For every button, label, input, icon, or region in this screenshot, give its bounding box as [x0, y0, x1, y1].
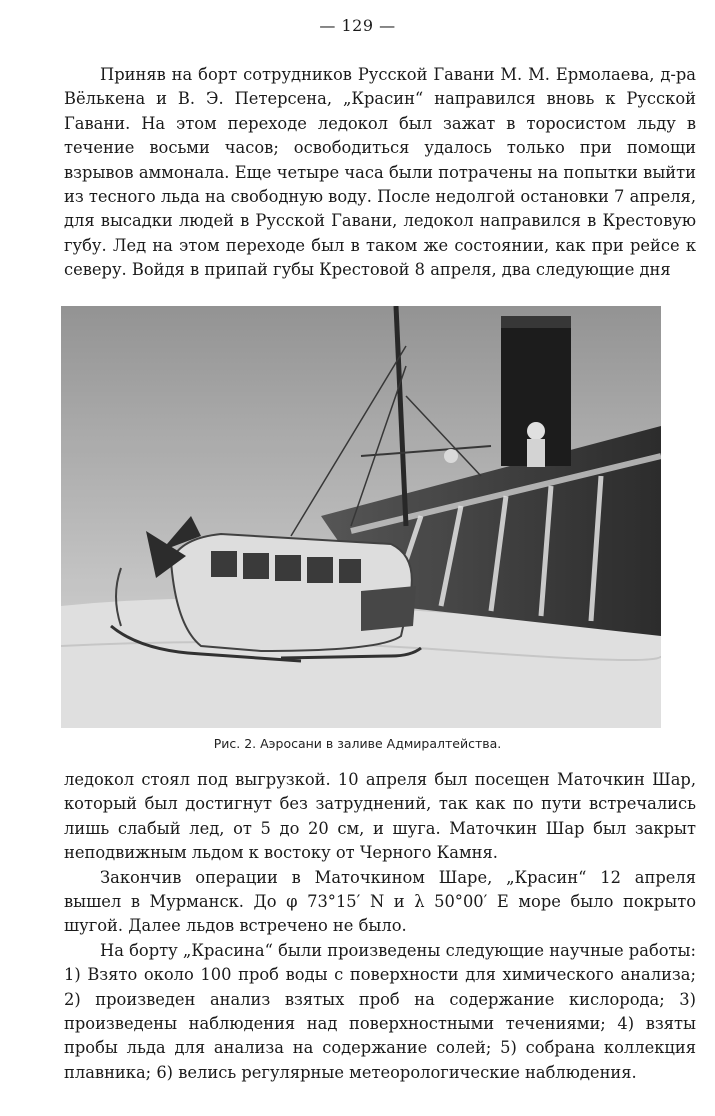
aerosled-photo: [61, 306, 661, 728]
paragraph-3: Закончив операции в Маточкином Шаре, „Красин“ 12 апреля вышел в Мурманск. До φ 73°15′ N и λ 50°00′ E море было покрыто шугой. Далее льдов встречено не было.: [64, 867, 696, 936]
figure-caption: Рис. 2. Аэросани в заливе Адмиралтейства.: [213, 736, 502, 751]
paragraph-1: Приняв на борт сотрудников Русской Гавани М. М. Ермолаева, д-ра Вёлькена и В. Э. Петерсена, „Красин“ направился вновь к Русской Гавани. На этом переходе ледокол был зажат в торосистом льду в течение восьми часов; освободиться удалось только при помощи взрывов аммонала. Еще четыре часа были потрачены на попытки выйти из тесного льда на свободную воду. После недолгой остановки 7 апреля, для высадки людей в Русской Гавани, ледокол направился в Крестовую губу. Лед на этом переходе был в таком же состоянии, как при рейсе к северу. Войдя в припай губы Крестовой 8 апреля, два следующие дня: [64, 65, 696, 280]
figure-photo: [61, 306, 661, 728]
paragraph-4: На борту „Красина“ были произведены следующие научные работы: 1) Взято около 100 проб воды с поверхности для химического анализа; 2) произведен анализ взятых проб на содержание кислорода; 3) произведены наблюдения над поверхностными течениями; 4) взяты пробы льда для анализа на содержание солей; 5) собрана коллекция плавника; 6) велись регулярные метеорологические наблюдения.: [64, 940, 696, 1082]
page-number: — 129 —: [319, 16, 396, 35]
paragraph-2: ледокол стоял под выгрузкой. 10 апреля был посещен Маточкин Шар, который был достигнут без затруднений, так как по пути встречались лишь слабый лед, от 5 до 20 см, и шуга. Маточкин Шар был закрыт неподвижным льдом к востоку от Черного Камня.: [64, 770, 696, 863]
text-continued: [64, 768, 696, 1085]
